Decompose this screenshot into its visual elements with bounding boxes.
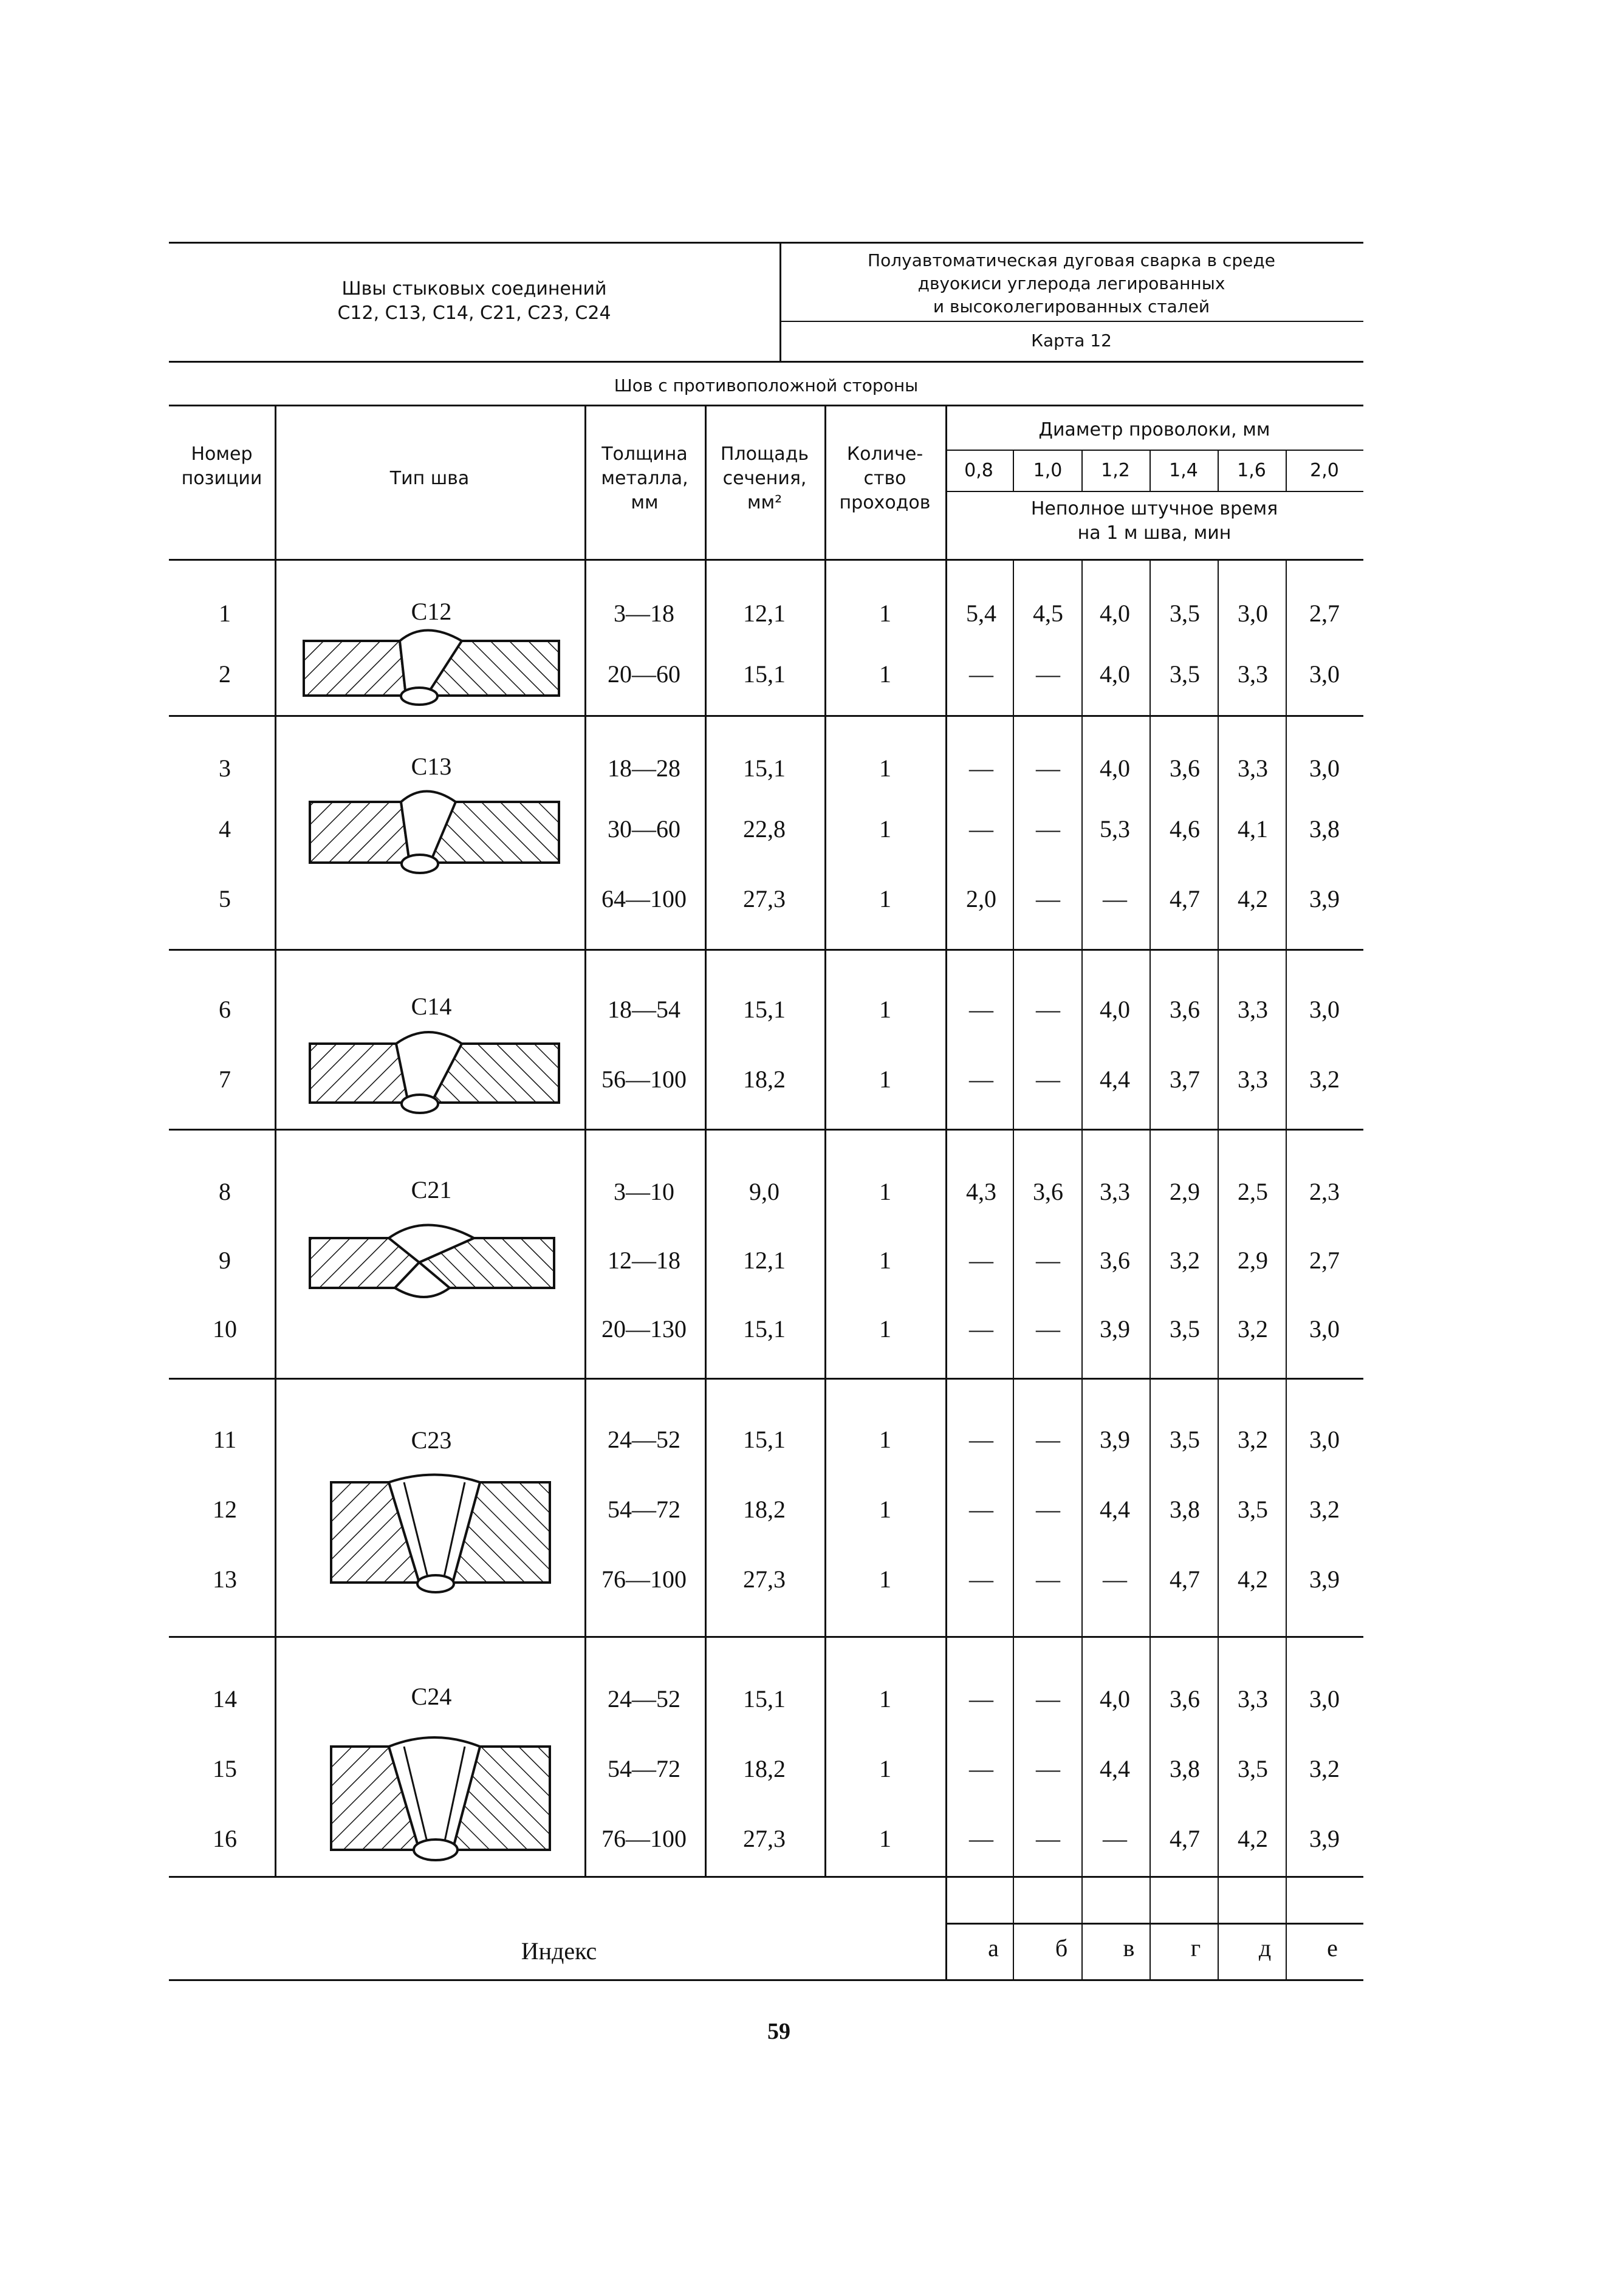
section-area: 12,1 xyxy=(743,600,786,627)
time-value: 3,9 xyxy=(1100,1315,1130,1343)
header-right-line2: двуокиси углерода легированных xyxy=(917,273,1225,293)
header-left-line1: Швы стыковых соединений xyxy=(341,278,607,299)
position-number: 7 xyxy=(219,1066,231,1093)
diameter-col-divider xyxy=(1218,450,1219,491)
section-area: 27,3 xyxy=(743,1825,786,1852)
page-number: 59 xyxy=(767,2019,790,2044)
time-value: 3,2 xyxy=(1309,1496,1340,1523)
diameter-col-divider xyxy=(1013,450,1014,491)
position-number: 2 xyxy=(219,660,231,688)
time-value: 4,4 xyxy=(1100,1755,1130,1782)
seam-drawing-c14 xyxy=(310,1032,559,1113)
diameter-col-divider xyxy=(1149,450,1151,491)
metal-thickness: 18—54 xyxy=(608,996,680,1023)
index-letter: д xyxy=(1258,1934,1272,1962)
seam-code: С14 xyxy=(411,993,452,1020)
time-value: 3,2 xyxy=(1309,1066,1340,1093)
section-area: 15,1 xyxy=(743,1315,786,1343)
time-value: 4,3 xyxy=(966,1178,996,1205)
time-value: 3,0 xyxy=(1309,1426,1340,1453)
time-value: 3,0 xyxy=(1309,755,1340,782)
time-value: — xyxy=(969,1685,993,1713)
time-value: 4,0 xyxy=(1100,1685,1130,1713)
time-value: — xyxy=(969,1315,993,1343)
diameter-col-divider xyxy=(1286,715,1287,949)
time-value: 4,2 xyxy=(1238,1825,1268,1852)
time-value: 3,3 xyxy=(1100,1178,1130,1205)
section-area: 27,3 xyxy=(743,1566,786,1593)
seam-drawing-c21 xyxy=(310,1225,554,1298)
section-area: 18,2 xyxy=(743,1066,786,1093)
time-value: 3,5 xyxy=(1170,600,1200,627)
time-value: 4,2 xyxy=(1238,1566,1268,1593)
diameter-col-divider xyxy=(1149,1876,1151,1979)
diameter-value: 1,4 xyxy=(1169,460,1198,481)
time-value: 4,0 xyxy=(1100,600,1130,627)
diameter-value: 1,6 xyxy=(1237,460,1266,481)
time-value: — xyxy=(1036,885,1060,912)
passes-count: 1 xyxy=(879,755,891,782)
seam-drawing-c23 xyxy=(331,1475,550,1593)
col-header-thickness-line3: мм xyxy=(631,492,659,513)
diameter-col-divider xyxy=(1013,1378,1014,1636)
time-value: — xyxy=(969,1825,993,1852)
position-number: 1 xyxy=(219,600,231,627)
passes-count: 1 xyxy=(879,1178,891,1205)
time-value: 4,7 xyxy=(1170,1825,1200,1852)
diameter-col-divider xyxy=(1218,1129,1219,1378)
time-value: — xyxy=(969,755,993,782)
diameter-col-divider xyxy=(1218,1378,1219,1636)
position-number: 5 xyxy=(219,885,231,912)
diameter-col-divider xyxy=(1081,715,1083,949)
time-value: — xyxy=(1036,1247,1060,1274)
diameter-col-divider xyxy=(1013,949,1014,1129)
passes-count: 1 xyxy=(879,1685,891,1713)
diameter-col-divider xyxy=(1286,1636,1287,1876)
col-header-seam-type: Тип шва xyxy=(389,468,470,489)
time-value: 3,9 xyxy=(1309,1566,1340,1593)
diameter-col-divider xyxy=(1013,559,1014,715)
diameter-col-divider xyxy=(1013,715,1014,949)
col-header-passes-line3: проходов xyxy=(839,492,931,513)
col-header-area-line2: сечения, xyxy=(722,468,807,489)
diameter-col-divider xyxy=(1149,1378,1151,1636)
col-header-thickness-line2: металла, xyxy=(601,468,688,489)
diameter-value: 1,0 xyxy=(1033,460,1063,481)
time-value: 3,3 xyxy=(1238,755,1268,782)
section-area: 18,2 xyxy=(743,1755,786,1782)
diameter-col-divider xyxy=(1081,559,1083,715)
section-area: 15,1 xyxy=(743,755,786,782)
time-value: 3,0 xyxy=(1309,1315,1340,1343)
passes-count: 1 xyxy=(879,996,891,1023)
diameter-value: 1,2 xyxy=(1101,460,1130,481)
metal-thickness: 3—18 xyxy=(614,600,674,627)
index-letter: а xyxy=(988,1934,999,1962)
diameter-col-divider xyxy=(1013,1636,1014,1876)
time-value: 4,1 xyxy=(1238,815,1268,843)
section-area: 22,8 xyxy=(743,815,786,843)
header-left-line2: С12, С13, С14, С21, С23, С24 xyxy=(337,303,611,324)
diameter-col-divider xyxy=(1081,1636,1083,1876)
time-value: 3,3 xyxy=(1238,660,1268,688)
position-number: 14 xyxy=(213,1685,237,1713)
time-value: 5,4 xyxy=(966,600,996,627)
passes-count: 1 xyxy=(879,1247,891,1274)
section-area: 15,1 xyxy=(743,1685,786,1713)
time-value: 3,6 xyxy=(1170,1685,1200,1713)
diameter-col-divider xyxy=(1149,949,1151,1129)
time-value: — xyxy=(1036,996,1060,1023)
time-value: 3,3 xyxy=(1238,996,1268,1023)
time-value: 4,2 xyxy=(1238,885,1268,912)
diameter-col-divider xyxy=(1081,1378,1083,1636)
time-value: 3,8 xyxy=(1170,1755,1200,1782)
diameter-col-divider xyxy=(1218,1876,1219,1979)
section-area: 27,3 xyxy=(743,885,786,912)
time-value: 4,5 xyxy=(1033,600,1063,627)
seam-drawing-c12 xyxy=(304,631,559,705)
diameter-col-divider xyxy=(1286,450,1287,491)
position-number: 6 xyxy=(219,996,231,1023)
time-value: 4,4 xyxy=(1100,1066,1130,1093)
time-value: 3,6 xyxy=(1033,1178,1063,1205)
time-value: 3,7 xyxy=(1170,1066,1200,1093)
passes-count: 1 xyxy=(879,1566,891,1593)
time-value: — xyxy=(969,1755,993,1782)
metal-thickness: 64—100 xyxy=(601,885,687,912)
seam-code: С12 xyxy=(411,598,452,625)
passes-count: 1 xyxy=(879,1066,891,1093)
time-value: — xyxy=(1036,1315,1060,1343)
metal-thickness: 18—28 xyxy=(608,755,680,782)
time-value: 4,0 xyxy=(1100,996,1130,1023)
diameter-col-divider xyxy=(1013,1876,1014,1979)
diameter-col-divider xyxy=(1149,1129,1151,1378)
index-letter: б xyxy=(1055,1934,1068,1962)
time-value: 3,8 xyxy=(1170,1496,1200,1523)
col-header-time-line1: Неполное штучное время xyxy=(1030,498,1278,519)
time-value: — xyxy=(1036,1426,1060,1453)
section-area: 12,1 xyxy=(743,1247,786,1274)
time-value: 3,0 xyxy=(1238,600,1268,627)
time-value: 3,0 xyxy=(1309,1685,1340,1713)
index-letter: в xyxy=(1123,1934,1135,1962)
seam-code: С23 xyxy=(411,1426,452,1454)
time-value: 3,2 xyxy=(1170,1247,1200,1274)
position-number: 15 xyxy=(213,1755,237,1782)
time-value: — xyxy=(1103,885,1127,912)
time-value: 3,5 xyxy=(1170,1426,1200,1453)
time-value: 3,6 xyxy=(1100,1247,1130,1274)
position-number: 10 xyxy=(213,1315,237,1343)
time-value: 3,5 xyxy=(1238,1755,1268,1782)
passes-count: 1 xyxy=(879,600,891,627)
time-value: 5,3 xyxy=(1100,815,1130,843)
section-area: 18,2 xyxy=(743,1496,786,1523)
time-value: 3,2 xyxy=(1238,1315,1268,1343)
section-area: 9,0 xyxy=(749,1178,779,1205)
diameter-col-divider xyxy=(1218,949,1219,1129)
col-header-position-line1: Номер xyxy=(191,443,253,465)
metal-thickness: 54—72 xyxy=(608,1755,680,1782)
time-value: 2,5 xyxy=(1238,1178,1268,1205)
time-value: — xyxy=(1036,1755,1060,1782)
time-value: — xyxy=(969,1496,993,1523)
index-letter: г xyxy=(1190,1934,1201,1962)
subheader: Шов с противоположной стороны xyxy=(614,375,919,395)
time-value: 2,7 xyxy=(1309,1247,1340,1274)
position-number: 8 xyxy=(219,1178,231,1205)
col-header-diameter: Диаметр проволоки, мм xyxy=(1038,419,1270,440)
position-number: 11 xyxy=(213,1426,237,1453)
time-value: 3,6 xyxy=(1170,755,1200,782)
position-number: 12 xyxy=(213,1496,237,1523)
time-value: — xyxy=(1103,1825,1127,1852)
time-value: — xyxy=(1036,1685,1060,1713)
passes-count: 1 xyxy=(879,1825,891,1852)
position-number: 3 xyxy=(219,755,231,782)
metal-thickness: 54—72 xyxy=(608,1496,680,1523)
seam-code: С21 xyxy=(411,1176,452,1203)
diameter-value: 0,8 xyxy=(964,460,993,481)
time-value: — xyxy=(1036,1566,1060,1593)
position-number: 9 xyxy=(219,1247,231,1274)
metal-thickness: 56—100 xyxy=(601,1066,687,1093)
metal-thickness: 20—60 xyxy=(608,660,680,688)
time-value: — xyxy=(1036,755,1060,782)
col-header-passes-line2: ство xyxy=(863,468,906,489)
time-value: 3,3 xyxy=(1238,1685,1268,1713)
header-right-line3: и высоколегированных сталей xyxy=(933,296,1210,317)
time-value: — xyxy=(969,1426,993,1453)
diameter-col-divider xyxy=(1013,1129,1014,1378)
diameter-col-divider xyxy=(1218,559,1219,715)
diameter-col-divider xyxy=(1149,559,1151,715)
metal-thickness: 12—18 xyxy=(608,1247,680,1274)
seam-code: С24 xyxy=(411,1683,452,1710)
metal-thickness: 3—10 xyxy=(614,1178,674,1205)
diameter-col-divider xyxy=(1286,949,1287,1129)
time-value: 4,0 xyxy=(1100,660,1130,688)
section-area: 15,1 xyxy=(743,1426,786,1453)
time-value: — xyxy=(969,1066,993,1093)
diameter-col-divider xyxy=(1081,450,1083,491)
time-value: 3,0 xyxy=(1309,660,1340,688)
time-value: — xyxy=(1036,815,1060,843)
time-value: 3,5 xyxy=(1170,1315,1200,1343)
time-value: — xyxy=(1036,1496,1060,1523)
time-value: — xyxy=(1036,660,1060,688)
diameter-col-divider xyxy=(1286,559,1287,715)
col-header-thickness-line1: Толщина xyxy=(601,443,688,465)
time-value: 2,0 xyxy=(966,885,996,912)
passes-count: 1 xyxy=(879,1755,891,1782)
time-value: — xyxy=(1103,1566,1127,1593)
time-value: 3,9 xyxy=(1100,1426,1130,1453)
time-value: 4,7 xyxy=(1170,885,1200,912)
passes-count: 1 xyxy=(879,1426,891,1453)
time-value: 3,8 xyxy=(1309,815,1340,843)
diameter-col-divider xyxy=(1218,1636,1219,1876)
time-value: 3,2 xyxy=(1238,1426,1268,1453)
time-value: — xyxy=(969,815,993,843)
passes-count: 1 xyxy=(879,815,891,843)
header-right-line1: Полуавтоматическая дуговая сварка в среде xyxy=(868,250,1275,270)
time-value: — xyxy=(969,1566,993,1593)
diameter-col-divider xyxy=(1149,715,1151,949)
metal-thickness: 30—60 xyxy=(608,815,680,843)
time-value: 4,4 xyxy=(1100,1496,1130,1523)
passes-count: 1 xyxy=(879,1315,891,1343)
time-value: 4,6 xyxy=(1170,815,1200,843)
diameter-col-divider xyxy=(1149,1636,1151,1876)
index-letter: е xyxy=(1327,1934,1338,1962)
metal-thickness: 24—52 xyxy=(608,1426,680,1453)
col-header-area-line3: мм² xyxy=(747,492,783,513)
time-value: 2,7 xyxy=(1309,600,1340,627)
metal-thickness: 76—100 xyxy=(601,1566,687,1593)
col-header-passes-line1: Количе- xyxy=(846,443,923,465)
diameter-col-divider xyxy=(1081,1876,1083,1979)
time-value: 3,5 xyxy=(1170,660,1200,688)
diameter-col-divider xyxy=(1286,1129,1287,1378)
index-label: Индекс xyxy=(521,1937,597,1965)
time-value: — xyxy=(969,996,993,1023)
position-number: 13 xyxy=(213,1566,237,1593)
time-value: — xyxy=(969,660,993,688)
time-value: 3,3 xyxy=(1238,1066,1268,1093)
position-number: 4 xyxy=(219,815,231,843)
time-value: — xyxy=(1036,1066,1060,1093)
diameter-col-divider xyxy=(1286,1378,1287,1636)
time-value: 3,5 xyxy=(1238,1496,1268,1523)
col-header-area-line1: Площадь xyxy=(720,443,809,465)
diameter-col-divider xyxy=(1286,1876,1287,1979)
seam-drawing-c24 xyxy=(331,1737,550,1860)
time-value: 3,9 xyxy=(1309,885,1340,912)
time-value: 3,2 xyxy=(1309,1755,1340,1782)
section-area: 15,1 xyxy=(743,996,786,1023)
time-value: — xyxy=(1036,1825,1060,1852)
diameter-col-divider xyxy=(1081,1129,1083,1378)
metal-thickness: 20—130 xyxy=(601,1315,687,1343)
col-header-time-line2: на 1 м шва, мин xyxy=(1077,522,1232,544)
metal-thickness: 76—100 xyxy=(601,1825,687,1852)
passes-count: 1 xyxy=(879,1496,891,1523)
metal-thickness: 24—52 xyxy=(608,1685,680,1713)
col-header-position-line2: позиции xyxy=(181,468,262,489)
seam-code: С13 xyxy=(411,753,452,780)
position-number: 16 xyxy=(213,1825,237,1852)
passes-count: 1 xyxy=(879,660,891,688)
diameter-value: 2,0 xyxy=(1310,460,1339,481)
passes-count: 1 xyxy=(879,885,891,912)
seam-drawing-c13 xyxy=(310,792,559,874)
time-value: 4,0 xyxy=(1100,755,1130,782)
diameter-col-divider xyxy=(1218,715,1219,949)
time-value: 3,9 xyxy=(1309,1825,1340,1852)
time-value: 3,0 xyxy=(1309,996,1340,1023)
time-value: 2,9 xyxy=(1238,1247,1268,1274)
time-value: — xyxy=(969,1247,993,1274)
time-value: 4,7 xyxy=(1170,1566,1200,1593)
diameter-col-divider xyxy=(1081,949,1083,1129)
time-value: 2,9 xyxy=(1170,1178,1200,1205)
section-area: 15,1 xyxy=(743,660,786,688)
time-value: 2,3 xyxy=(1309,1178,1340,1205)
card-number: Карта 12 xyxy=(1031,330,1112,351)
time-value: 3,6 xyxy=(1170,996,1200,1023)
